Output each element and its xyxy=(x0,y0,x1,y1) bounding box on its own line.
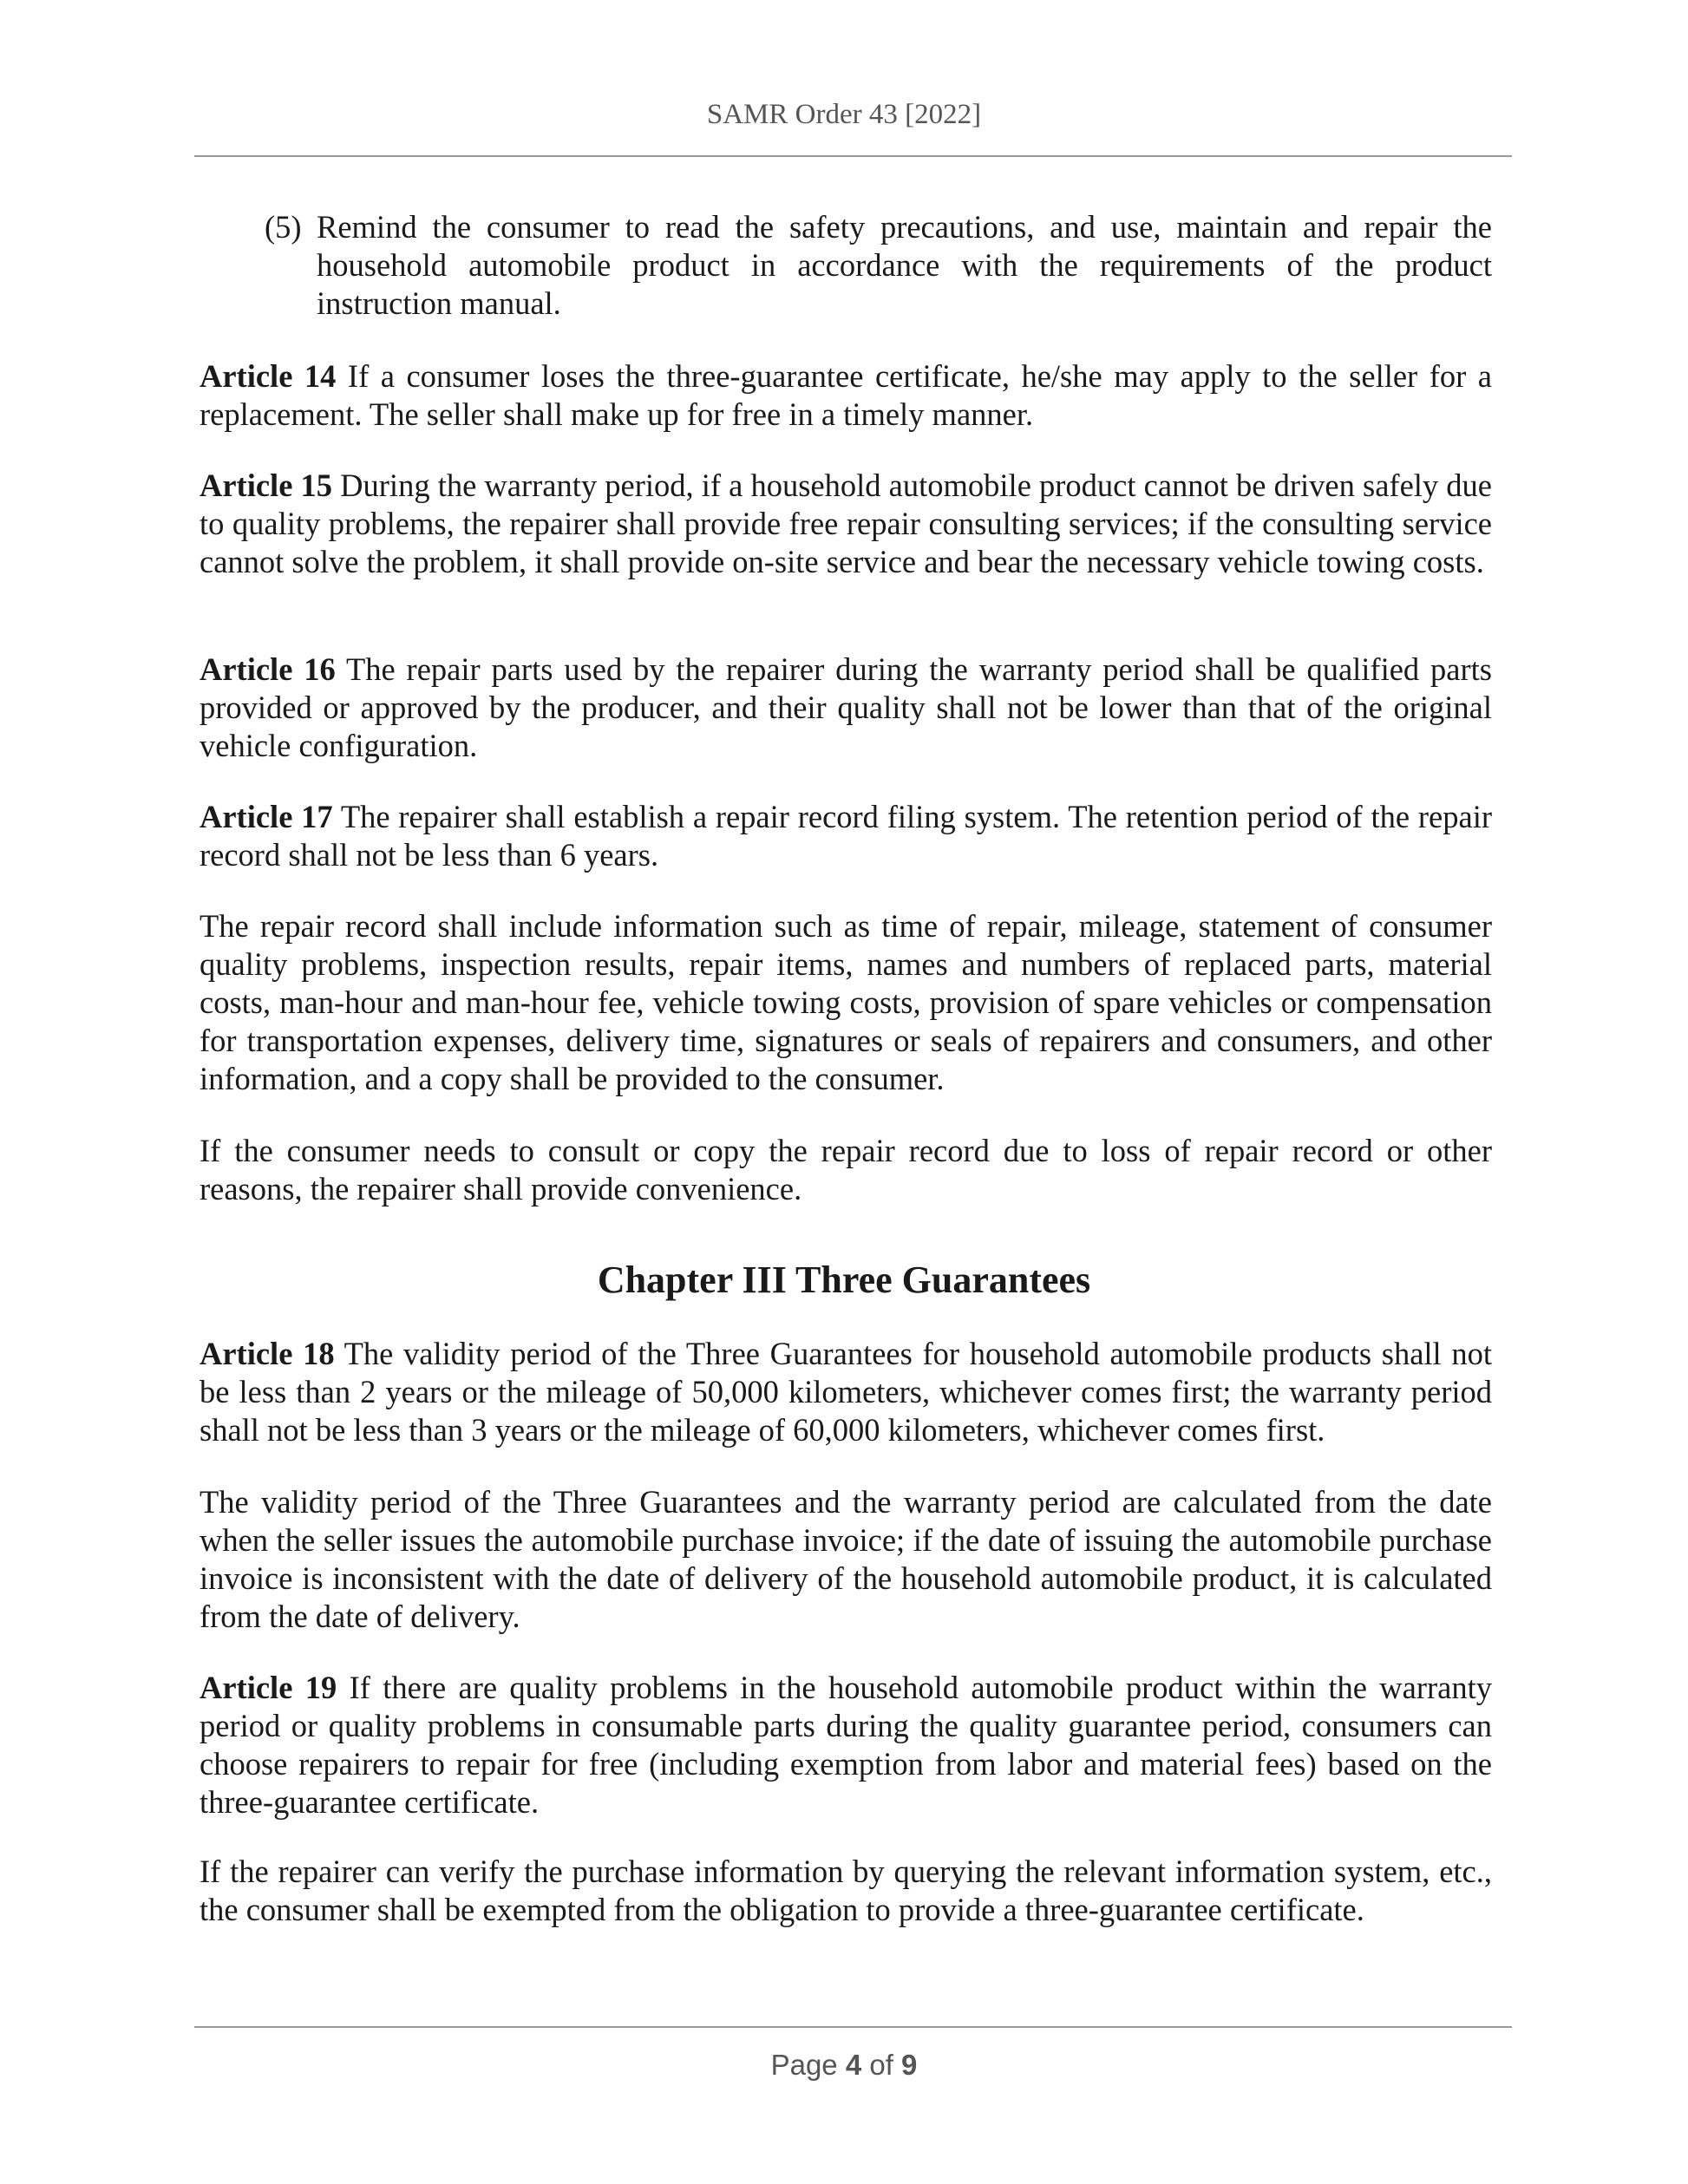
current-page: 4 xyxy=(845,2049,862,2081)
paragraph-repair-record: The repair record shall include information such as time of repair, mileage, statement of consumer quality problems, inspection results, repair items, names and numbers of replaced parts, material costs, man-hour and man-hour fee, vehicle towing costs, provision of spare vehicles or compensation for transportation expenses, delivery time, signatures or seals of repairers and consumers, and other information, and a copy shall be provided to the consumer. xyxy=(200,908,1492,1096)
header-title: SAMR Order 43 [2022] xyxy=(706,99,982,130)
paragraph-consult-record: If the consumer needs to consult or copy the repair record due to loss of repair record or other reasons, the repairer shall provide convenience. xyxy=(200,1133,1492,1206)
article-19 xyxy=(200,1669,1492,1821)
list-item xyxy=(265,208,1492,323)
paragraph-purchase-info: If the repairer can verify the purchase information by querying the relevant information system, etc., the consumer shall be exempted from the obligation to provide a three-guarantee certificate. xyxy=(200,1854,1492,1927)
article-text: If there are quality problems in the household automobile product within the warranty period or quality problems in consumable parts during the quality guarantee period, consumers can choose repairers to repair for free (including exemption from labor and material fees) based on the three-guarantee certificate. xyxy=(200,1670,1492,1820)
list-item-text: Remind the consumer to read the safety precautions, and use, maintain and repair the household automobile product in accordance with the requirements of the product instruction manual. xyxy=(317,209,1492,321)
article-18 xyxy=(200,1335,1492,1449)
total-pages: 9 xyxy=(901,2049,918,2081)
page-word: Page xyxy=(770,2049,846,2081)
paragraph-validity-period: The validity period of the Three Guarantees and the warranty period are calculated from the date when the seller issues the automobile purchase invoice; if the date of issuing the automobile purchase invoice is inconsistent with the date of delivery of the household automobile product, it is calculated from the date of delivery. xyxy=(200,1484,1492,1634)
list-item-number: (5) xyxy=(265,209,302,245)
chapter-heading: Chapter III Three Guarantees xyxy=(597,1259,1091,1301)
of-word: of xyxy=(861,2049,902,2081)
article-text: If a consumer loses the three-guarantee certificate, he/she may apply to the seller for a replacement. The seller shall make up for free in a timely manner. xyxy=(200,358,1492,432)
article-label: Article 16 xyxy=(200,651,336,687)
article-text: During the warranty period, if a household automobile product cannot be driven safely due to quality problems, the repairer shall provide free repair consulting services; if the consulting service cannot solve the problem, it shall provide on-site service and bear the necessary vehicle towing costs. xyxy=(200,468,1492,579)
article-16 xyxy=(200,651,1492,765)
header-divider xyxy=(194,155,1512,157)
footer-divider xyxy=(194,2026,1512,2028)
article-15 xyxy=(200,467,1492,581)
article-14 xyxy=(200,357,1492,434)
article-label: Article 14 xyxy=(200,358,337,394)
article-17 xyxy=(200,798,1492,874)
article-label: Article 18 xyxy=(200,1336,335,1371)
article-text: The repairer shall establish a repair record filing system. The retention period of the repair record shall not be less than 6 years. xyxy=(200,799,1492,873)
article-text: The repair parts used by the repairer during the warranty period shall be qualified parts provided or approved by the producer, and their quality shall not be lower than that of the original vehicle configuration. xyxy=(200,651,1492,763)
article-label: Article 17 xyxy=(200,799,333,834)
article-text: The validity period of the Three Guarantees for household automobile products shall not be less than 2 years or the mileage of 50,000 kilometers, whichever comes first; the warranty period shall not be less than 3 years or the mileage of 60,000 kilometers, whichever comes first. xyxy=(200,1336,1493,1448)
article-label: Article 19 xyxy=(200,1670,337,1705)
article-label: Article 15 xyxy=(200,468,333,503)
page-indicator xyxy=(0,2049,1688,2082)
